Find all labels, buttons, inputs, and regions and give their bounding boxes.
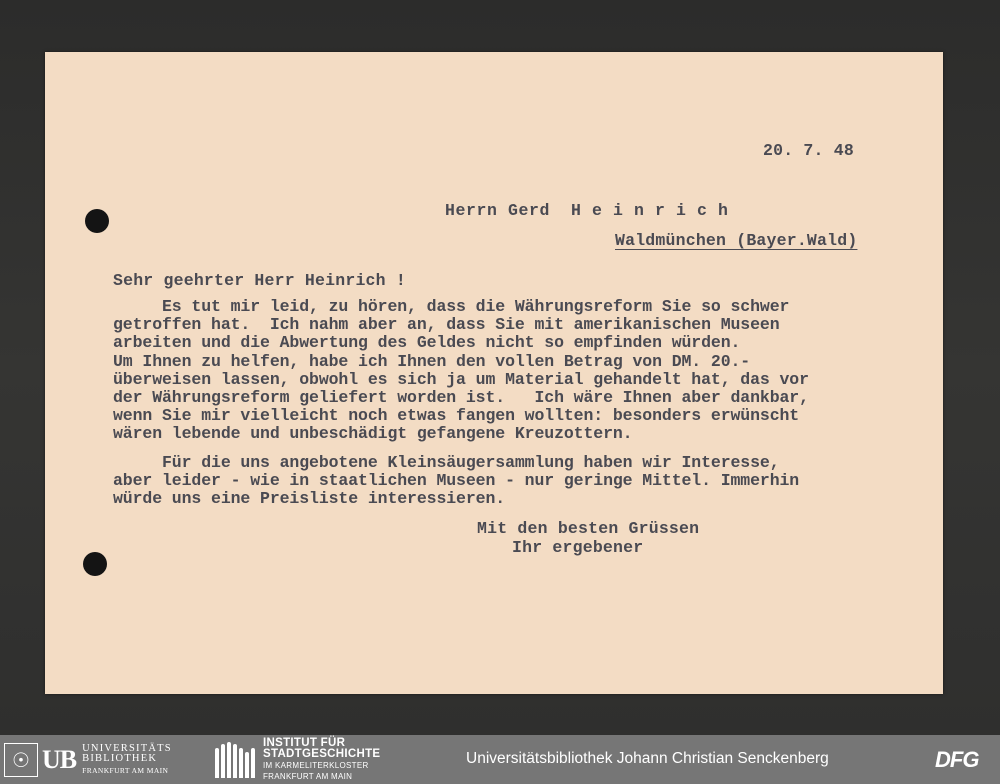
isg-columns-icon: [215, 742, 257, 778]
ub-line-2: BIBLIOTHEK: [82, 753, 158, 764]
isg-logo-text: [263, 738, 380, 782]
ub-line-3: FRANKFURT AM MAIN: [82, 766, 169, 775]
recipient-name: Herrn Gerd H e i n r i c h: [445, 201, 729, 220]
isg-line-3: IM KARMELITERKLOSTER: [263, 761, 369, 770]
ub-line-1: UNIVERSITÄTS: [82, 743, 172, 754]
ub-logo-text: [82, 744, 172, 776]
dfg-logo[interactable]: DFG: [935, 747, 979, 772]
punch-hole-top: [85, 209, 109, 233]
footer-bar: [0, 735, 1000, 784]
isg-line-4: FRANKFURT AM MAIN: [263, 772, 353, 781]
closing-greeting: Mit den besten Grüssen: [477, 519, 700, 538]
letter-date: 20. 7. 48: [763, 141, 854, 160]
library-credit[interactable]: Universitätsbibliothek Johann Christian Senckenberg: [466, 750, 829, 767]
salutation: Sehr geehrter Herr Heinrich !: [113, 271, 406, 290]
punch-hole-bottom: [83, 552, 107, 576]
isg-line-1: INSTITUT FÜR: [263, 737, 346, 749]
ub-seal-icon: ☉: [4, 743, 38, 777]
isg-logo[interactable]: [215, 737, 405, 781]
closing-signoff: Ihr ergebener: [512, 538, 644, 557]
ub-logo-letters: UB: [42, 745, 77, 774]
ub-logo[interactable]: [4, 743, 204, 777]
letter-paragraph-1: Es tut mir leid, zu hören, dass die Währungsreform Sie so schwer getroffen hat. Ich nahm aber an, dass Sie mit amerikanischen Museen arbeiten und die Abwertung des Geldes nicht so empfinden würden. Um Ihnen zu helfen, habe ich Ihnen den vollen Betrag von DM. 20.- überweisen lassen, obwohl es sich ja um Material gehandelt hat, das vor der Währungsreform geliefert worden ist. Ich wäre Ihnen aber dankbar, wenn Sie mir vielleicht noch etwas fangen wollten: besonders erwünscht wären lebende und unbeschädigt gefangene Kreuzottern.: [113, 297, 809, 444]
letter-card: [45, 52, 943, 694]
letter-paragraph-2: Für die uns angebotene Kleinsäugersammlung haben wir Interesse, aber leider - wie in staatlichen Museen - nur geringe Mittel. Immerhin würde uns eine Preisliste interessieren.: [113, 453, 800, 509]
recipient-place: Waldmünchen (Bayer.Wald): [615, 231, 858, 250]
isg-line-2: STADTGESCHICHTE: [263, 748, 381, 760]
